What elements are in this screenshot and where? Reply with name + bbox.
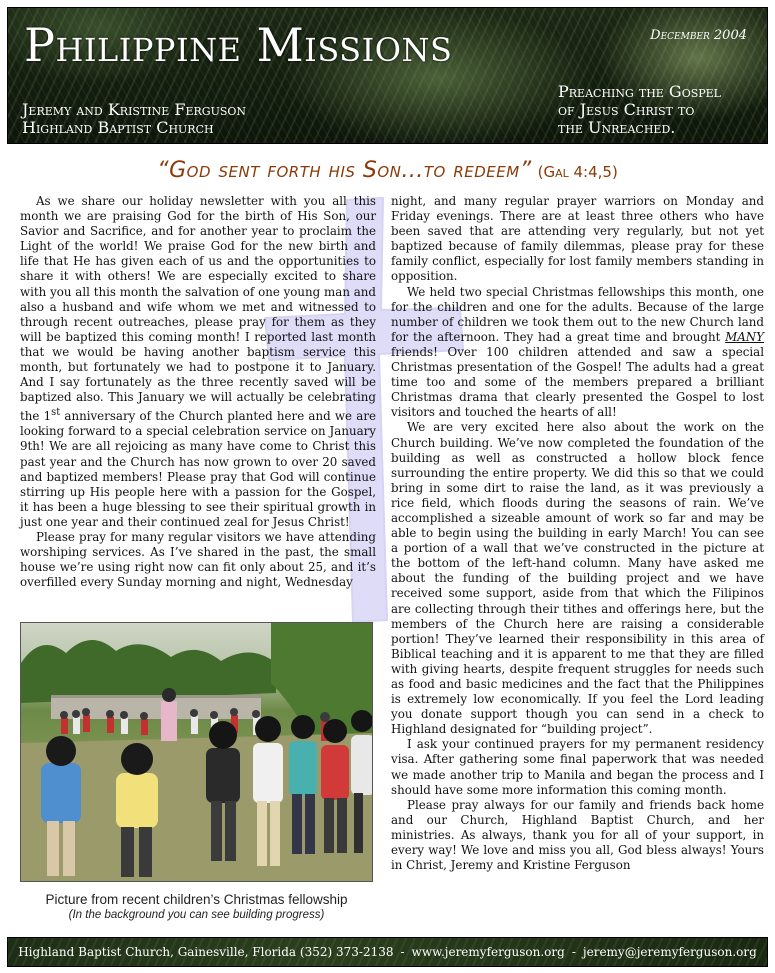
photo-caption-block [20, 892, 373, 922]
mission-statement-line-2: of Jesus Christ to [558, 100, 695, 119]
paragraph-visitors: Please pray for many regular visitors we have attending worshiping services. As I’ve shared in the past, the small house we’re using right now can fit only about 25, and it’s overfilled every Sunday morning and night, Wednesday [20, 530, 376, 590]
headline-open-quote: “ [157, 158, 170, 183]
photo-subcaption: (In the background you can see building progress) [68, 909, 325, 921]
photo-scene-icon [21, 623, 373, 882]
paragraph-christmas-text-b: friends! Over 100 children attended and saw a special Christmas presentation of the Gospel! The adults had a great time too and some of the members prepared a brilliant Christmas drama that clearly presented the Gospel to lost visitors and touched the hearts of all! [391, 344, 764, 420]
masthead-banner [7, 7, 768, 144]
paragraph-prayer-warriors: night, and many regular prayer warriors on Monday and Friday evenings. There are at least three others who have been saved that are attending very regularly, but not yet baptized because of family dilemmas, please pray for these family conflict, especially for lost family members standing in opposition. [391, 194, 764, 284]
sending-church: Highland Baptist Church [22, 118, 214, 137]
footer-bar [7, 937, 768, 967]
paragraph-closing: Please pray always for our family and friends back home and our Church, Highland Baptist Church, and her ministries. As always, thank you for all of your support, in every way! We love and miss you all, God bless always! Yours in Christ, Jeremy and Kristine Ferguson [391, 797, 764, 873]
paragraph-church-building: We are very excited here also about the work on the Church building. We’ve now completed the foundation of the building as well as constructed a hollow block fence surrounding the entire property. We did this so that we could bring in some dirt to raise the land, as it was previously a rice field, which floods during the seasons of rain. We’ve accomplished a sizeable amount of work so far and may be able to begin using the building in early March! You can see a portion of a wall that we’ve constructed in the picture at the bottom of the left-hand column. Many have asked me about the funding of the building project and we have received some support, aside from that which the Filipinos are collecting through their tithes and offerings here, but the members of the Church here are raising a considerable portion! They’ve learned their responsibility in this area of Biblical teaching and it is apparent to me that they are filled with giving hearts, despite frequent struggles for needs such as food and basic medicines and the fact that the Philippines is extremely low economically. If you feel the Lord leading you donate support though you can send in a check to Highland designated for “building project”. [391, 420, 764, 737]
emphasis-many: MANY [725, 329, 764, 344]
paragraph-christmas-text-a: We held two special Christmas fellowships this month, one for the children and one for the adults. Because of the large number of children we took them out to the new Church land for the afternoon. They had a great time and brought [391, 284, 764, 344]
headline-reference: (Gal 4:4,5) [537, 163, 618, 181]
footer-separator: - [571, 945, 576, 959]
mission-statement-line-1: Preaching the Gospel [558, 82, 721, 101]
issue-date: December 2004 [650, 28, 747, 43]
paragraph-residency-visa: I ask your continued prayers for my permanent residency visa. After gathering some final paperwork that was needed we made another trip to Manila and began the process and I should have some more information this coming month. [391, 737, 764, 797]
website-link[interactable]: www.jeremyferguson.org [411, 945, 565, 959]
paragraph-christmas-fellowships [391, 285, 764, 421]
left-column [20, 194, 376, 590]
headline-close-quote: ” [519, 158, 532, 183]
paragraph-intro-text-a: As we share our holiday newsletter with you all this month we are praising God for the birth of His Son, our Savior and Sacrifice, and for another year to proclaim the Light of the world! We praise God for the new birth and life that He has given each of us and the opportunities to share it with others! We are especially excited to share with you all this month the salvation of one young man and also a husband and wife whom we met and witnessed to through recent outreaches, please pray for them as they will be baptized this coming month! I reported last month that we would be having another baptism service this month, but fortunately we had to postpone it to January. And I say fortunately as the three recently saved will be baptized also. This January we will actually be celebrating the 1 [20, 194, 376, 424]
right-column [391, 194, 764, 873]
email-link[interactable]: jeremy@jeremyferguson.org [582, 945, 757, 959]
missionary-names-block [22, 101, 246, 137]
paragraph-intro-text-b: anniversary of the Church planted here and we are looking forward to a special celebration service on January 9th! We are all rejoicing as many have come to Christ this past year and the Church has now grown to over 20 saved and baptized members! Please pray that God will continue stirring up His people here with a passion for the Gospel, it has been a huge blessing to see their spiritual growth in just one year and their continued zeal for Jesus Christ! [20, 409, 376, 529]
paragraph-intro [20, 194, 376, 530]
headline-quote: God sent forth his Son…to redeem [169, 158, 520, 183]
ordinal-suffix: st [51, 407, 61, 419]
church-address: Highland Baptist Church, Gainesville, Florida (352) 373-2138 [18, 945, 394, 959]
newsletter-title: Philippine Missions [24, 18, 453, 72]
photo-caption: Picture from recent children’s Christmas fellowship [45, 892, 348, 907]
missionary-names: Jeremy and Kristine Ferguson [22, 100, 247, 119]
mission-statement-line-3: the Unreached. [558, 118, 676, 137]
footer-separator: - [400, 945, 405, 959]
headline [0, 158, 775, 183]
children-fellowship-photo [20, 622, 373, 882]
mission-statement [558, 83, 721, 137]
